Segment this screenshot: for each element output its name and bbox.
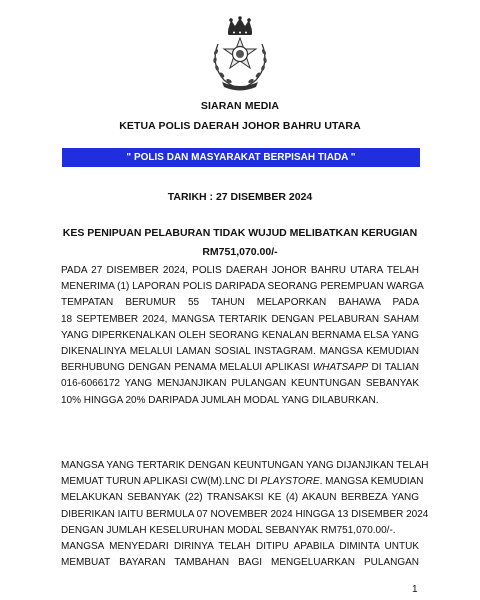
release-date: TARIKH : 27 DISEMBER 2024 [167,191,313,203]
press-release-title: SIARAN MEDIA [200,100,280,112]
paragraph-line: MEMUAT TURUN APLIKASI CW(M).LNC DI PLAYSTORE. MANGSA KEMUDIAN [61,476,424,488]
paragraph-line: MANGSA YANG TERTARIK DENGAN KEUNTUNGAN YANG DIJANJIKAN TELAH [61,460,429,471]
press-release-subtitle: KETUA POLIS DAERAH JOHOR BAHRU UTARA [119,120,361,132]
paragraph-line: MENERIMA (1) LAPORAN POLIS DARIPADA SEORANG PEREMPUAN WARGA [61,281,424,293]
case-title [60,224,420,262]
paragraph-1 [61,263,424,409]
paragraph-line: DENGAN JUMLAH KESELURUHAN MODAL SEBANYAK RM751,070.00/-. [61,524,396,536]
paragraph-line: 016-6066172 YANG MENJANJIKAN PULANGAN KEUNTUNGAN SEBANYAK [61,378,419,390]
paragraph-line: YANG DIPERKENALKAN OLEH SEORANG KENALAN BERNAMA ELSA YANG [61,329,419,341]
motto-banner: " POLIS DAN MASYARAKAT BERPISAH TIADA " [62,148,420,167]
page-number: 1 [412,584,418,595]
paragraph-line: MELAKUKAN SEBANYAK (22) TRANSAKSI KE (4) AKAUN BERBEZA YANG [61,492,419,504]
paragraph-line: BERHUBUNG DENGAN PENAMA MELALUI APLIKASI WHATSAPP DI TALIAN [61,362,419,374]
paragraph-line: DIBERIKAN IAITU BERMULA 07 NOVEMBER 2024 HINGGA 13 DISEMBER 2024 [61,508,429,520]
paragraph-line: TEMPATAN BERUMUR 55 TAHUN MELAPORKAN BAHAWA PADA [61,297,419,309]
paragraph-line: MANGSA MENYEDARI DIRINYA TELAH DITIPU APABILA DIMINTA UNTUK [61,541,419,552]
paragraph-2 [61,458,429,539]
case-title-line-1: KES PENIPUAN PELABURAN TIDAK WUJUD MELIBATKAN KERUGIAN [62,227,418,239]
paragraph-line: 18 SEPTEMBER 2024, MANGSA TERTARIK DENGAN PELABURAN SAHAM [61,313,419,325]
police-crest-icon [204,16,276,92]
case-title-line-2: RM751,070.00/- [202,246,278,258]
paragraph-line: PADA 27 DISEMBER 2024, POLIS DAERAH JOHOR BAHRU UTARA TELAH [61,265,419,276]
paragraph-line: DIKENALINYA MELALUI LAMAN SOSIAL INSTAGRAM. MANGSA KEMUDIAN [61,346,419,358]
paragraph-line: MEMBUAT BAYARAN TAMBAHAN BAGI MENGELUARKAN PULANGAN [61,557,419,569]
paragraph-line: 10% HINGGA 20% DARIPADA JUMLAH MODAL YANG DILABURKAN. [61,394,379,406]
paragraph-3 [61,539,419,571]
